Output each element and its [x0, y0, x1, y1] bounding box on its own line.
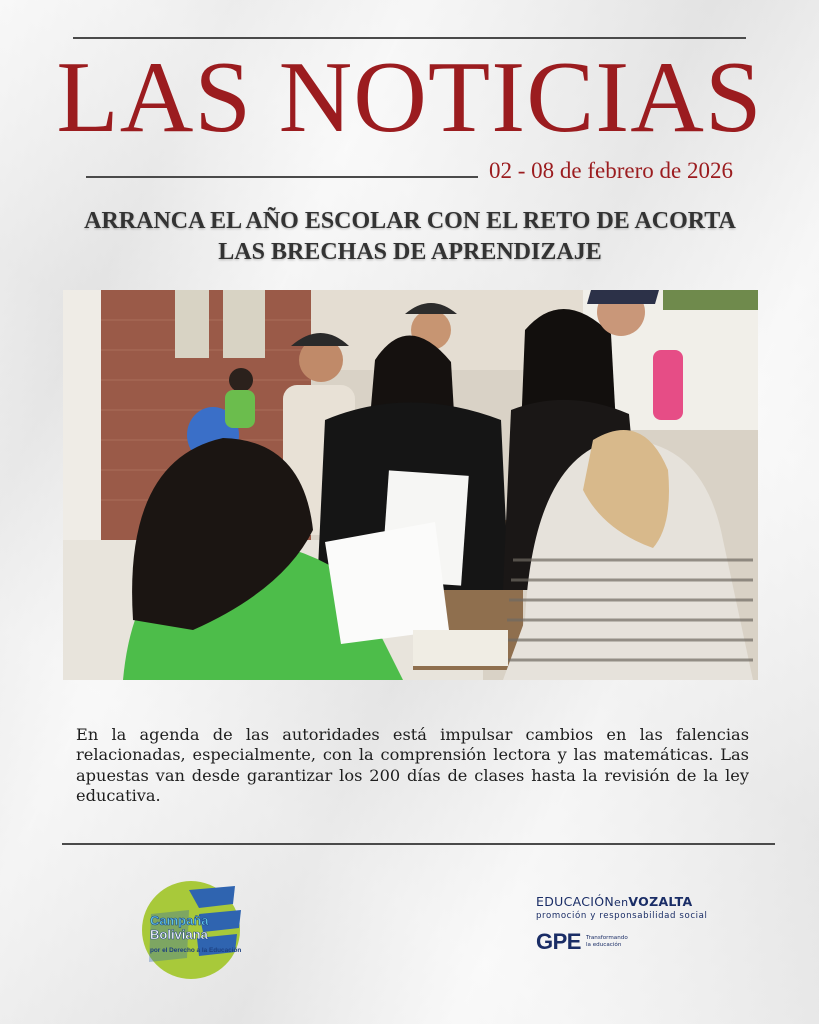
issue-date: 02 - 08 de febrero de 2026 — [489, 158, 733, 183]
sponsor-logos — [536, 894, 756, 953]
campaign-logo-line3: por el Derecho a la Educación — [150, 947, 242, 954]
campaign-logo-line2: Boliviana — [150, 927, 208, 942]
article-photo-illustration — [63, 290, 758, 680]
footer-divider — [62, 843, 775, 845]
gpe-logo — [536, 931, 756, 953]
date-divider — [86, 176, 478, 178]
gpe-mark: GPE — [536, 929, 581, 954]
article-photo — [63, 290, 758, 680]
gpe-tagline: Transformando la educación — [585, 935, 628, 948]
campaign-logo-mark — [141, 878, 253, 982]
eva-logo: EDUCACIÓNenVOZALTA — [536, 894, 693, 909]
article-body: En la agenda de las autoridades está impulsar cambios en las falencias relacionadas, especialmente, con la comprensión lectora y las matemáticas. Las apuestas van desde garantizar los 200 días de clases hasta la revisión de la ley educativa. — [76, 725, 749, 805]
top-divider — [73, 37, 746, 39]
campaign-logo — [141, 878, 253, 982]
masthead-title: LAS NOTICIAS — [56, 41, 763, 154]
eva-tagline: promoción y responsabilidad social — [536, 911, 708, 921]
campaign-logo-line1: Campaña — [150, 913, 209, 928]
article-headline: ARRANCA EL AÑO ESCOLAR CON EL RETO DE ACORTA LAS BRECHAS DE APRENDIZAJE — [84, 208, 736, 265]
